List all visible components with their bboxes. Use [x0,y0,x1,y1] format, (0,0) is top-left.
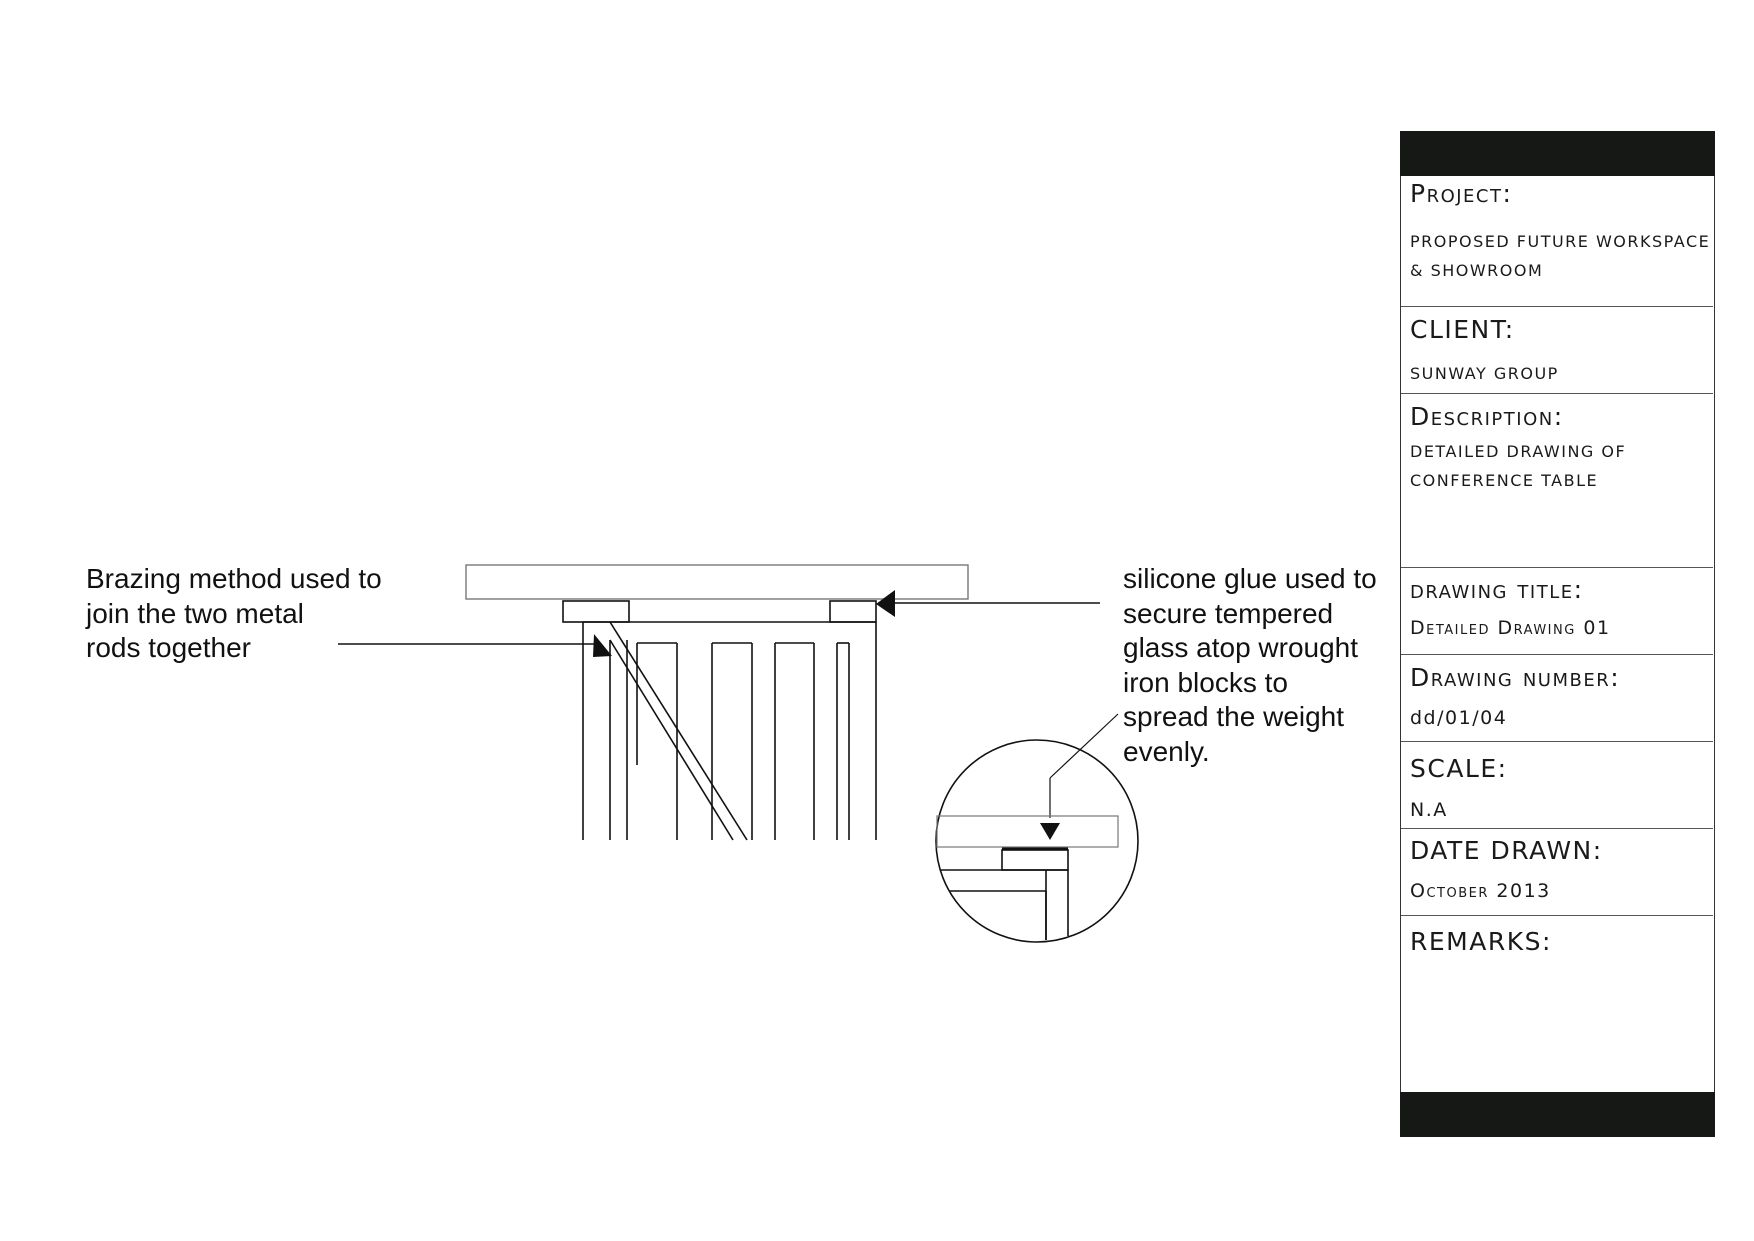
drawing-number-value: dd/01/04 [1410,707,1508,729]
annotation-line: silicone glue used to [1123,563,1377,594]
title-block-divider [1401,567,1713,568]
iron-block-right [830,601,876,622]
detail-glass [937,816,1118,847]
title-block-divider [1401,828,1713,829]
scale-label: SCALE: [1410,754,1508,783]
annotation-line: join the two metal [86,597,304,629]
title-block-divider [1401,741,1713,742]
iron-block-left [563,601,629,622]
title-block-divider [1401,306,1713,307]
date-drawn-label: DATE DRAWN: [1410,836,1603,865]
project-value-line: PROPOSED FUTURE WORKSPACE [1410,232,1711,251]
title-block-divider [1401,393,1713,394]
annotation-line: secure tempered [1123,597,1334,629]
annotation-line: evenly. [1123,735,1210,767]
silicone-annotation [1123,562,1377,769]
description-value-line: DETAILED DRAWING OF [1410,442,1627,461]
detail-iron-block [1002,850,1068,870]
title-block-bottom-bar [1400,1092,1715,1137]
drawing-number-label: Drawing number: [1410,663,1621,692]
annotation-line: glass atop wrought [1123,632,1359,663]
client-label: CLIENT: [1410,315,1515,344]
diagonal-brace [610,640,733,840]
drawing-title-label: drawing title: [1410,575,1584,604]
drawing-title-value: Detailed Drawing 01 [1410,617,1611,639]
title-block-divider [1401,915,1713,916]
title-block [1400,131,1715,1137]
date-drawn-value: October 2013 [1410,880,1551,902]
client-value: SUNWAY GROUP [1410,364,1559,383]
annotation-line: iron blocks to [1123,666,1288,698]
brazing-annotation [86,562,382,666]
description-value [1410,437,1626,495]
remarks-label: REMARKS: [1410,927,1552,956]
brazing-arrowhead [593,634,612,657]
project-value [1410,227,1710,285]
title-block-divider [1401,654,1713,655]
scale-value: N.A [1410,799,1448,821]
title-block-top-bar [1400,131,1715,176]
description-label: Description: [1410,402,1564,431]
annotation-line: rods together [86,632,251,663]
project-value-line: & SHOWROOM [1410,261,1544,280]
detail-callout-circle [936,740,1138,942]
diagonal-brace [610,622,747,840]
annotation-line: spread the weight [1123,701,1345,732]
project-label: Project: [1410,179,1513,208]
annotation-line: Brazing method used to [86,563,382,594]
silicone-arrowhead [876,590,895,617]
detail-arrowhead [1040,823,1060,840]
description-value-line: CONFERENCE TABLE [1410,471,1599,490]
